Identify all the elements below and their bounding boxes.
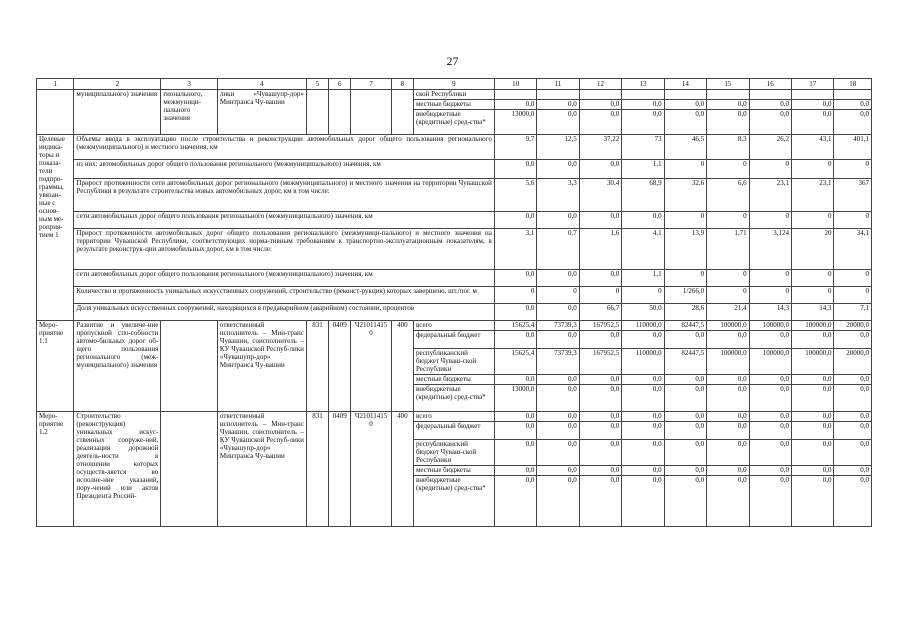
value-cell: 0,0 [494, 440, 536, 466]
indicator-text: сети автомобильных дорог общего пользования регионального (межмуниципального) значения, км [74, 270, 494, 287]
value-cell: 0,0 [494, 466, 536, 476]
indicator-text: сети автомобильных дорог общего пользования регионального (межмуниципального) значения, км [74, 212, 494, 229]
value-cell: 0,0 [749, 331, 791, 349]
value-cell: 0 [749, 212, 791, 229]
value-cell: 401,1 [834, 135, 872, 160]
value-cell: 0,0 [622, 385, 664, 412]
value-cell [707, 90, 749, 100]
value-cell: 0 [749, 270, 791, 287]
value-cell: 0,0 [834, 466, 872, 476]
value-cell: 0,0 [537, 385, 579, 412]
value-cell: 7,1 [834, 304, 872, 321]
value-cell: 0,0 [537, 375, 579, 385]
value-cell: 0,0 [664, 412, 706, 422]
measure-label: Меро-приятие 1.1 [37, 321, 74, 412]
budget-code: 831 [306, 412, 328, 527]
indicator-text: Прирост протяженности сети автомобильных дорог регионального (межмуниципального) и местного значения на территории Чувашской Республики в результате строительства новых автомобильных дорог, км в том числе: [74, 179, 494, 212]
column-number: 3 [161, 79, 218, 90]
value-cell: 0,0 [537, 100, 579, 110]
value-cell [537, 90, 579, 100]
value-cell: 0,0 [707, 466, 749, 476]
value-cell: 0,0 [622, 440, 664, 466]
budget-code: 831 [306, 321, 328, 412]
indicator-row [37, 160, 872, 179]
value-cell: 0 [707, 212, 749, 229]
value-cell: 0,0 [749, 385, 791, 412]
value-cell: 0,0 [579, 110, 621, 135]
value-cell: 0,0 [622, 422, 664, 440]
value-cell: 0,0 [792, 110, 834, 135]
value-cell: 66,7 [579, 304, 621, 321]
value-cell: 1,6 [579, 229, 621, 270]
value-cell: 82447,5 [664, 321, 706, 331]
value-cell: 3,3 [537, 179, 579, 212]
value-cell: 0,0 [834, 331, 872, 349]
value-cell: 34,1 [834, 229, 872, 270]
value-cell: 0,0 [579, 412, 621, 422]
indicator-row [37, 212, 872, 229]
value-cell: 0,0 [622, 476, 664, 527]
column-number: 2 [74, 79, 161, 90]
value-cell: 0 [664, 212, 706, 229]
funding-source: республиканский бюджет Чуваш-ской Республики [414, 349, 495, 375]
indicator-text: Объемы ввода в эксплуатацию после строительства и реконструкции автомобильных дорог общего пользования регионального (межмуниципального) и местного значения, км [74, 135, 494, 160]
value-cell: 0,0 [707, 422, 749, 440]
value-cell: 0,0 [494, 160, 536, 179]
funding-source: местные бюджеты [414, 375, 495, 385]
indicator-row [37, 287, 872, 304]
value-cell: 0,0 [792, 466, 834, 476]
funding-source: внебюджетные (кредитные) сред-ства* [414, 385, 495, 412]
value-cell: 26,2 [749, 135, 791, 160]
value-cell: 0,0 [664, 100, 706, 110]
value-cell: 82447,5 [664, 349, 706, 375]
funding-source: всего [414, 321, 495, 331]
value-cell: 0,0 [537, 270, 579, 287]
value-cell: 0,0 [707, 412, 749, 422]
value-cell: 0 [792, 212, 834, 229]
funding-table [36, 78, 872, 527]
value-cell: 20000,0 [834, 321, 872, 331]
value-cell: 0,0 [707, 385, 749, 412]
value-cell: 167952,5 [579, 321, 621, 331]
value-cell: 0,0 [834, 385, 872, 412]
value-cell: 0,0 [622, 412, 664, 422]
column-number: 4 [217, 79, 306, 90]
value-cell: 0,0 [792, 100, 834, 110]
value-cell: 0,0 [749, 476, 791, 527]
column-number: 16 [749, 79, 791, 90]
value-cell: 0,0 [537, 304, 579, 321]
value-cell: 0,0 [579, 385, 621, 412]
indicator-text: Доля уникальных искусственных сооружений, находящихся в предаварийном (аварийном) состоянии, процентов [74, 304, 494, 321]
value-cell: 0,0 [622, 212, 664, 229]
value-cell: 0 [834, 212, 872, 229]
value-cell: 0,0 [834, 110, 872, 135]
value-cell: 0,0 [537, 110, 579, 135]
funding-source: всего [414, 412, 495, 422]
value-cell: 0,0 [834, 412, 872, 422]
significance [161, 412, 218, 527]
significance [161, 321, 218, 412]
budget-code: Ч210114150 [351, 412, 391, 527]
budget-code: Ч210114150 [351, 321, 391, 412]
value-cell: 0,0 [494, 476, 536, 527]
value-cell: 0,0 [749, 375, 791, 385]
value-cell [749, 90, 791, 100]
value-cell: 0,0 [494, 270, 536, 287]
value-cell: 110000,0 [622, 321, 664, 331]
column-number: 9 [414, 79, 495, 90]
value-cell: 0,0 [664, 422, 706, 440]
value-cell: 73 [622, 135, 664, 160]
funding-source: республиканский бюджет Чуваш-ской Республики [414, 440, 495, 466]
value-cell: 1,71 [707, 229, 749, 270]
value-cell: 0,0 [792, 375, 834, 385]
value-cell: 0,0 [579, 270, 621, 287]
value-cell: 20 [792, 229, 834, 270]
column-number: 11 [537, 79, 579, 90]
budget-code [351, 90, 391, 135]
value-cell: 5,6 [494, 179, 536, 212]
indicator-row [37, 135, 872, 160]
value-cell: 0,0 [749, 100, 791, 110]
value-cell: 14,3 [792, 304, 834, 321]
value-cell: 0,0 [579, 160, 621, 179]
budget-code: 400 [391, 321, 413, 412]
value-cell: 100000,0 [749, 321, 791, 331]
funding-source: внебюджетные (кредитные) сред-ства* [414, 110, 495, 135]
value-cell: 0,0 [792, 422, 834, 440]
value-cell: 73739,3 [537, 321, 579, 331]
value-cell: 15625,4 [494, 349, 536, 375]
value-cell [494, 90, 536, 100]
value-cell: 0,0 [749, 412, 791, 422]
value-cell: 0,0 [579, 100, 621, 110]
funding-source: ской Республики [414, 90, 495, 100]
value-cell: 0,0 [494, 331, 536, 349]
table-row [37, 90, 872, 100]
column-number: 18 [834, 79, 872, 90]
value-cell: 0 [792, 160, 834, 179]
value-cell: 0 [707, 270, 749, 287]
column-number: 7 [351, 79, 391, 90]
value-cell [622, 90, 664, 100]
value-cell: 0,0 [664, 466, 706, 476]
value-cell: 13000,0 [494, 110, 536, 135]
value-cell: 0 [664, 270, 706, 287]
value-cell: 110000,0 [622, 349, 664, 375]
significance: гионального, межмуници-пального значения [161, 90, 218, 135]
value-cell: 0,0 [749, 110, 791, 135]
value-cell: 1,1 [622, 160, 664, 179]
table-body [37, 79, 872, 527]
value-cell: 0,0 [707, 331, 749, 349]
value-cell: 3,1 [494, 229, 536, 270]
value-cell: 0 [834, 160, 872, 179]
value-cell: 14,3 [749, 304, 791, 321]
budget-code [306, 90, 328, 135]
value-cell: 23,1 [749, 179, 791, 212]
executor: лики «Чувашупр-дор» Минтранса Чу-вашии [217, 90, 306, 135]
measure-label: Меро-приятие 1.2 [37, 412, 74, 527]
value-cell: 100000,0 [792, 349, 834, 375]
value-cell: 0 [494, 287, 536, 304]
value-cell [579, 90, 621, 100]
value-cell: 0,0 [537, 476, 579, 527]
value-cell: 4,1 [622, 229, 664, 270]
value-cell: 0 [792, 270, 834, 287]
value-cell: 21,4 [707, 304, 749, 321]
budget-code [329, 90, 351, 135]
value-cell: 0,0 [622, 110, 664, 135]
column-number: 15 [707, 79, 749, 90]
column-number: 1 [37, 79, 74, 90]
measure-description: Развитие и увеличе-ние пропускной спо-собности автомо-бильных дорог об-щего пользования регионального (меж-муниципального) значения [74, 321, 161, 412]
value-cell: 0,0 [537, 466, 579, 476]
value-cell: 0 [792, 287, 834, 304]
value-cell: 0,0 [664, 476, 706, 527]
value-cell: 0,0 [834, 422, 872, 440]
measure-description: Строительство (реконструкция) уникальных искус-ственных сооруже-ний, реализация дорожной деятель-ности в отношении которых осуществ-ляется во исполне-ние указаний, пору-чений или актов Президента Россий- [74, 412, 161, 527]
value-cell: 0,0 [792, 385, 834, 412]
value-cell: 46,5 [664, 135, 706, 160]
value-cell: 100000,0 [792, 321, 834, 331]
table-row [37, 321, 872, 331]
table-row [37, 412, 872, 422]
value-cell: 0,0 [579, 476, 621, 527]
funding-source: местные бюджеты [414, 466, 495, 476]
value-cell: 100000,0 [749, 349, 791, 375]
value-cell: 0 [664, 160, 706, 179]
value-cell: 0 [834, 270, 872, 287]
value-cell [792, 90, 834, 100]
value-cell: 0,0 [579, 466, 621, 476]
indicator-text: Количество и протяженность уникальных искусственных сооружений, строительство (реконст-рукция) которых завершено, шт./пог. м [74, 287, 494, 304]
value-cell: 0,0 [579, 440, 621, 466]
value-cell: 167952,5 [579, 349, 621, 375]
value-cell: 1,1 [622, 270, 664, 287]
value-cell: 0 [707, 160, 749, 179]
value-cell: 0,0 [537, 331, 579, 349]
funding-source: внебюджетные (кредитные) сред-ства* [414, 476, 495, 527]
funding-source: федеральный бюджет [414, 422, 495, 440]
value-cell: 0,0 [494, 375, 536, 385]
funding-source: местные бюджеты [414, 100, 495, 110]
value-cell: 0,0 [537, 412, 579, 422]
column-number: 13 [622, 79, 664, 90]
value-cell: 0,0 [792, 476, 834, 527]
value-cell: 3,124 [749, 229, 791, 270]
value-cell: 20000,0 [834, 349, 872, 375]
value-cell: 6,6 [707, 179, 749, 212]
indicator-row [37, 270, 872, 287]
value-cell: 100000,0 [707, 349, 749, 375]
value-cell: 100000,0 [707, 321, 749, 331]
value-cell: 68,9 [622, 179, 664, 212]
value-cell: 0,0 [749, 422, 791, 440]
page-number: 27 [446, 54, 459, 68]
value-cell: 0,0 [707, 375, 749, 385]
value-cell [834, 90, 872, 100]
measure-description: муниципального) значения [74, 90, 161, 135]
value-cell: 23,1 [792, 179, 834, 212]
value-cell: 0,0 [707, 110, 749, 135]
value-cell: 13000,0 [494, 385, 536, 412]
budget-code: 0409 [329, 412, 351, 527]
measure-label [37, 90, 74, 135]
value-cell: 0,0 [664, 331, 706, 349]
value-cell: 0,0 [792, 412, 834, 422]
value-cell: 0,0 [664, 375, 706, 385]
value-cell: 13,9 [664, 229, 706, 270]
value-cell: 0 [749, 287, 791, 304]
value-cell: 0,0 [707, 440, 749, 466]
value-cell: 367 [834, 179, 872, 212]
value-cell: 0,0 [664, 110, 706, 135]
value-cell: 0,0 [834, 440, 872, 466]
value-cell: 0,0 [622, 466, 664, 476]
indicator-text: Прирост протяженности автомобильных дорог общего пользования регионального (межмуници-пального) и местного значения на территории Чувашской Республики, соответствующих норма-тивным требованиям к транспортно-эксплуатационным показателям, в результате реконструк-ции автомобильных дорог, км в том числе: [74, 229, 494, 270]
column-number: 5 [306, 79, 328, 90]
column-number: 6 [329, 79, 351, 90]
value-cell: 0,0 [579, 375, 621, 385]
value-cell: 0,0 [537, 440, 579, 466]
value-cell: 0,0 [792, 440, 834, 466]
value-cell: 0,0 [494, 422, 536, 440]
value-cell: 0,0 [579, 212, 621, 229]
value-cell: 30,4 [579, 179, 621, 212]
value-cell: 0,0 [537, 160, 579, 179]
value-cell: 0 [579, 287, 621, 304]
column-number: 8 [391, 79, 413, 90]
value-cell: 0,0 [494, 304, 536, 321]
value-cell: 0,0 [664, 440, 706, 466]
value-cell: 0,0 [792, 331, 834, 349]
value-cell: 0,0 [537, 422, 579, 440]
value-cell: 28,6 [664, 304, 706, 321]
value-cell [664, 90, 706, 100]
value-cell: 1/266,0 [664, 287, 706, 304]
value-cell: 0,0 [494, 412, 536, 422]
value-cell: 0,0 [664, 385, 706, 412]
budget-code: 400 [391, 412, 413, 527]
value-cell: 0,0 [834, 100, 872, 110]
value-cell: 0,0 [494, 100, 536, 110]
value-cell: 0,0 [749, 466, 791, 476]
value-cell: 0,0 [494, 212, 536, 229]
value-cell: 0,0 [707, 100, 749, 110]
value-cell: 43,1 [792, 135, 834, 160]
column-number: 10 [494, 79, 536, 90]
value-cell: 50,0 [622, 304, 664, 321]
value-cell: 37,22 [579, 135, 621, 160]
indicator-row [37, 304, 872, 321]
value-cell: 0,0 [622, 100, 664, 110]
value-cell: 0 [749, 160, 791, 179]
column-number: 12 [579, 79, 621, 90]
value-cell: 0 [537, 287, 579, 304]
value-cell: 0 [622, 287, 664, 304]
indicators-label: Целевые индика-торы и показа-тели подпро-граммы, увязан-ные с основ-ным ме-роприя-тием 1 [37, 135, 74, 321]
indicator-row [37, 229, 872, 270]
header-row [37, 79, 872, 90]
value-cell: 0,0 [579, 331, 621, 349]
value-cell: 12,5 [537, 135, 579, 160]
value-cell: 0,0 [707, 476, 749, 527]
executor: ответственный исполнитель – Мин-транс Чувашии, соисполнитель – КУ Чувашской Респуб-лики «Чувашупр-дор» Минтранса Чу-вашии [217, 412, 306, 527]
value-cell: 0,0 [834, 476, 872, 527]
value-cell: 0,0 [579, 422, 621, 440]
value-cell: 0,0 [537, 212, 579, 229]
executor: ответственный исполнитель – Мин-транс Чувашии, соисполнитель – КУ Чувашской Респуб-лики «Чувашупр-дор» Минтранса Чу-вашии [217, 321, 306, 412]
column-number: 14 [664, 79, 706, 90]
value-cell: 0 [707, 287, 749, 304]
budget-code: 0409 [329, 321, 351, 412]
value-cell: 9,7 [494, 135, 536, 160]
value-cell: 0 [834, 287, 872, 304]
value-cell: 8,3 [707, 135, 749, 160]
value-cell: 32,6 [664, 179, 706, 212]
value-cell: 0,0 [749, 440, 791, 466]
value-cell: 0,0 [834, 375, 872, 385]
value-cell: 73739,3 [537, 349, 579, 375]
funding-source: федеральный бюджет [414, 331, 495, 349]
indicator-text: из них: автомобильных дорог общего пользования регионального (межмуниципального) значения, км [74, 160, 494, 179]
value-cell: 0,0 [622, 375, 664, 385]
column-number: 17 [792, 79, 834, 90]
value-cell: 0,7 [537, 229, 579, 270]
value-cell: 15625,4 [494, 321, 536, 331]
budget-code [391, 90, 413, 135]
indicator-row [37, 179, 872, 212]
value-cell: 0,0 [622, 331, 664, 349]
